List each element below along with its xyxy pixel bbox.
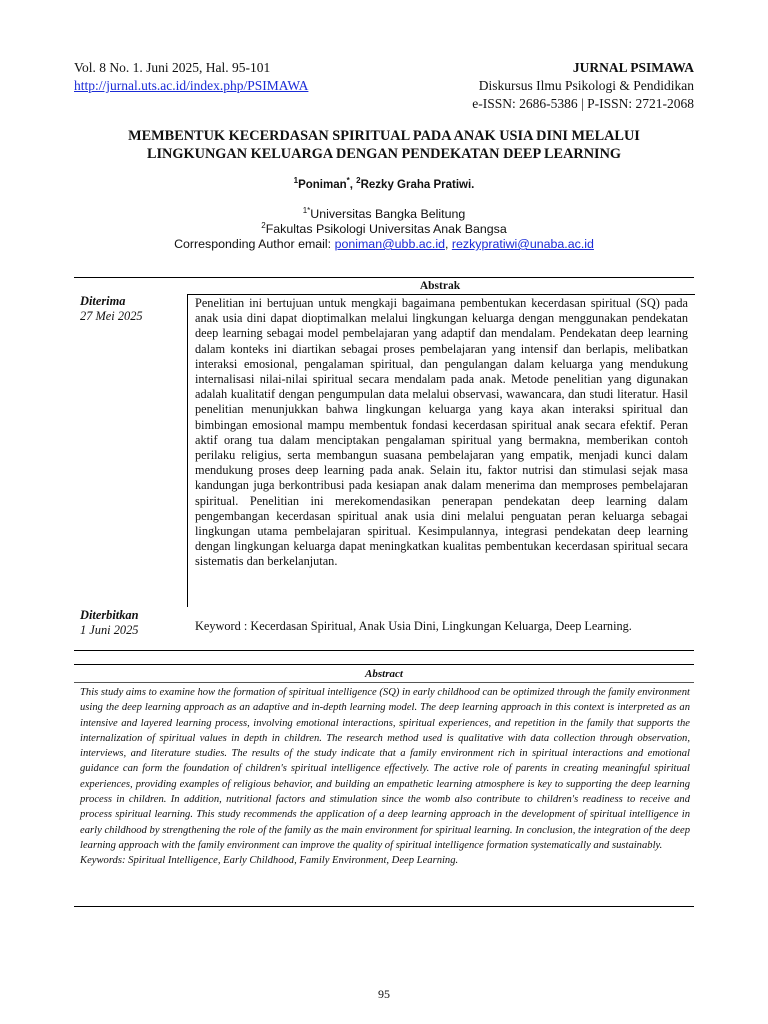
affiliation-2	[74, 222, 694, 237]
abstract-bottom-rule	[74, 906, 694, 907]
authors	[74, 176, 694, 191]
abstract-heading-rule	[74, 682, 694, 683]
page-number: 95	[378, 987, 390, 1001]
volume-info: Vol. 8 No. 1. Juni 2025, Hal. 95-101	[74, 60, 271, 75]
header-right	[472, 59, 694, 113]
title-line-2: LINGKUNGAN KELUARGA DENGAN PENDEKATAN DEEP LEARNING	[146, 146, 622, 162]
abstract-keywords: Keywords: Spiritual Intelligence, Early Childhood, Family Environment, Deep Learning.	[80, 855, 459, 867]
author-1-name: Poniman	[298, 179, 347, 191]
affiliation-1	[74, 207, 694, 222]
published-label: Diterbitkan	[80, 608, 139, 622]
email-link-2[interactable]: rezkypratiwi@unaba.ac.id	[451, 237, 594, 251]
abstrak-bottom-rule	[74, 650, 694, 651]
abstrak-keywords: Keyword : Kecerdasan Spiritual, Anak Usia Dini, Lingkungan Keluarga, Deep Learning.	[195, 619, 632, 633]
article-dates	[80, 294, 180, 638]
abstract-body: This study aims to examine how the formation of spiritual intelligence (SQ) in early childhood can be optimized through the family environment using the deep learning approach as an adaptive and in-depth learning model. The deep learning approach in this context is interpreted as an intensive and layered learning process, involving emotional interactions, spiritual experiences, and repetition in the family that supports the internalization of spiritual values in depth in children. The research method used is qualitative with data collection through observation, interviews, and literature studies. The results of the study indicate that a family environment rich in spiritual interactions and emotional guidance can form the foundation of children's spiritual intelligence effectively. The active role of parents in creating meaningful spiritual experiences, providing examples of religious behavior, and building an empathetic learning atmosphere is key to supporting the deep learning process in children. In addition, nutritional factors and stimulation since the womb also contribute to children's readiness to receive and process spiritual learning. This study recommends the application of a deep learning approach in the development of spiritual intelligence in early childhood by strengthening the role of the family as the main environment for spiritual learning. In conclusion, the integration of the deep learning approach with the family environment can improve the quality of spiritual intelligence formation systematically and sustainably.	[80, 687, 690, 851]
affiliation-2-superscript: 2	[261, 220, 266, 230]
header-left	[74, 59, 308, 95]
abstrak-top-rule	[74, 277, 694, 278]
published-date: 1 Juni 2025	[80, 623, 139, 637]
author-2-name: Rezky Graha Pratiwi.	[360, 179, 475, 191]
corresponding-author	[74, 237, 694, 252]
author-1-superscript: 1	[293, 176, 299, 186]
abstract-heading: Abstract	[365, 668, 403, 680]
title-line-1: MEMBENTUK KECERDASAN SPIRITUAL PADA ANAK USIA DINI MELALUI	[128, 128, 640, 144]
affiliation-1-superscript: 1*	[302, 205, 311, 215]
abstrak-heading: Abstrak	[419, 280, 461, 292]
author-2-superscript: 2	[356, 176, 361, 186]
abstract-top-rule	[74, 664, 694, 665]
received-label: Diterima	[80, 294, 126, 308]
affiliations	[74, 207, 694, 252]
dates-spacer	[80, 324, 180, 608]
author-separator: ,	[349, 179, 357, 191]
paper-title	[74, 127, 694, 163]
affiliation-2-text: Fakultas Psikologi Universitas Anak Bangsa	[265, 222, 507, 236]
corresponding-mark: *	[346, 176, 350, 186]
email-link-1[interactable]: poniman@ubb.ac.id	[334, 237, 445, 251]
corresponding-label: Corresponding Author email:	[174, 237, 335, 251]
abstrak-body: Penelitian ini bertujuan untuk mengkaji bagaimana pembentukan kecerdasan spiritual (SQ) pada anak usia dini dapat dioptimalkan melalui lingkungan keluarga dengan menggunakan pendekatan deep learning sebagai model pembelajaran yang adaptif dan mendalam. Pendekatan deep learning dalam konteks ini diartikan sebagai proses pembelajaran yang intensif dan berlapis, melibatkan interaksi emosional, pengalaman spiritual, dan pengulangan dalam keluarga yang mendukung internalisasi nilai-nilai spiritual secara mendalam pada anak. Metode penelitian yang digunakan adalah kualitatif dengan pengumpulan data melalui observasi, wawancara, dan studi literatur. Hasil penelitian menunjukkan bahwa lingkungan keluarga yang kaya akan interaksi spiritual dan bimbingan emosional mampu membentuk fondasi kecerdasan spiritual anak secara efektif. Peran aktif orang tua dalam menciptakan pengalaman spiritual yang bermakna, memberikan contoh perilaku religius, serta membangun suasana pembelajaran yang empatik, menjadi kunci dalam mendukung proses deep learning pada anak. Selain itu, faktor nutrisi dan stimulasi sejak masa kandungan juga berkontribusi pada kesiapan anak dalam menerima dan memproses pembelajaran spiritual. Penelitian ini merekomendasikan penerapan pendekatan deep learning dalam pengembangan kecerdasan spiritual anak usia dini melalui penguatan peran keluarga sebagai lingkungan utama pembelajaran spiritual. Kesimpulannya, integrasi pendekatan deep learning dengan lingkungan keluarga dapat meningkatkan kualitas pembentukan kecerdasan spiritual secara sistematis dan berkelanjutan.	[195, 296, 688, 569]
affiliation-1-text: Universitas Bangka Belitung	[310, 207, 466, 221]
journal-subtitle: Diskursus Ilmu Psikologi & Pendidikan	[478, 78, 694, 93]
issn: e-ISSN: 2686-5386 | P-ISSN: 2721-2068	[472, 96, 694, 111]
abstract-body-block	[80, 685, 690, 869]
journal-url-link[interactable]: http://jurnal.uts.ac.id/index.php/PSIMAWA	[74, 78, 309, 93]
received-date: 27 Mei 2025	[80, 309, 143, 323]
journal-name: JURNAL PSIMAWA	[572, 60, 694, 75]
email-separator: ,	[444, 237, 452, 251]
